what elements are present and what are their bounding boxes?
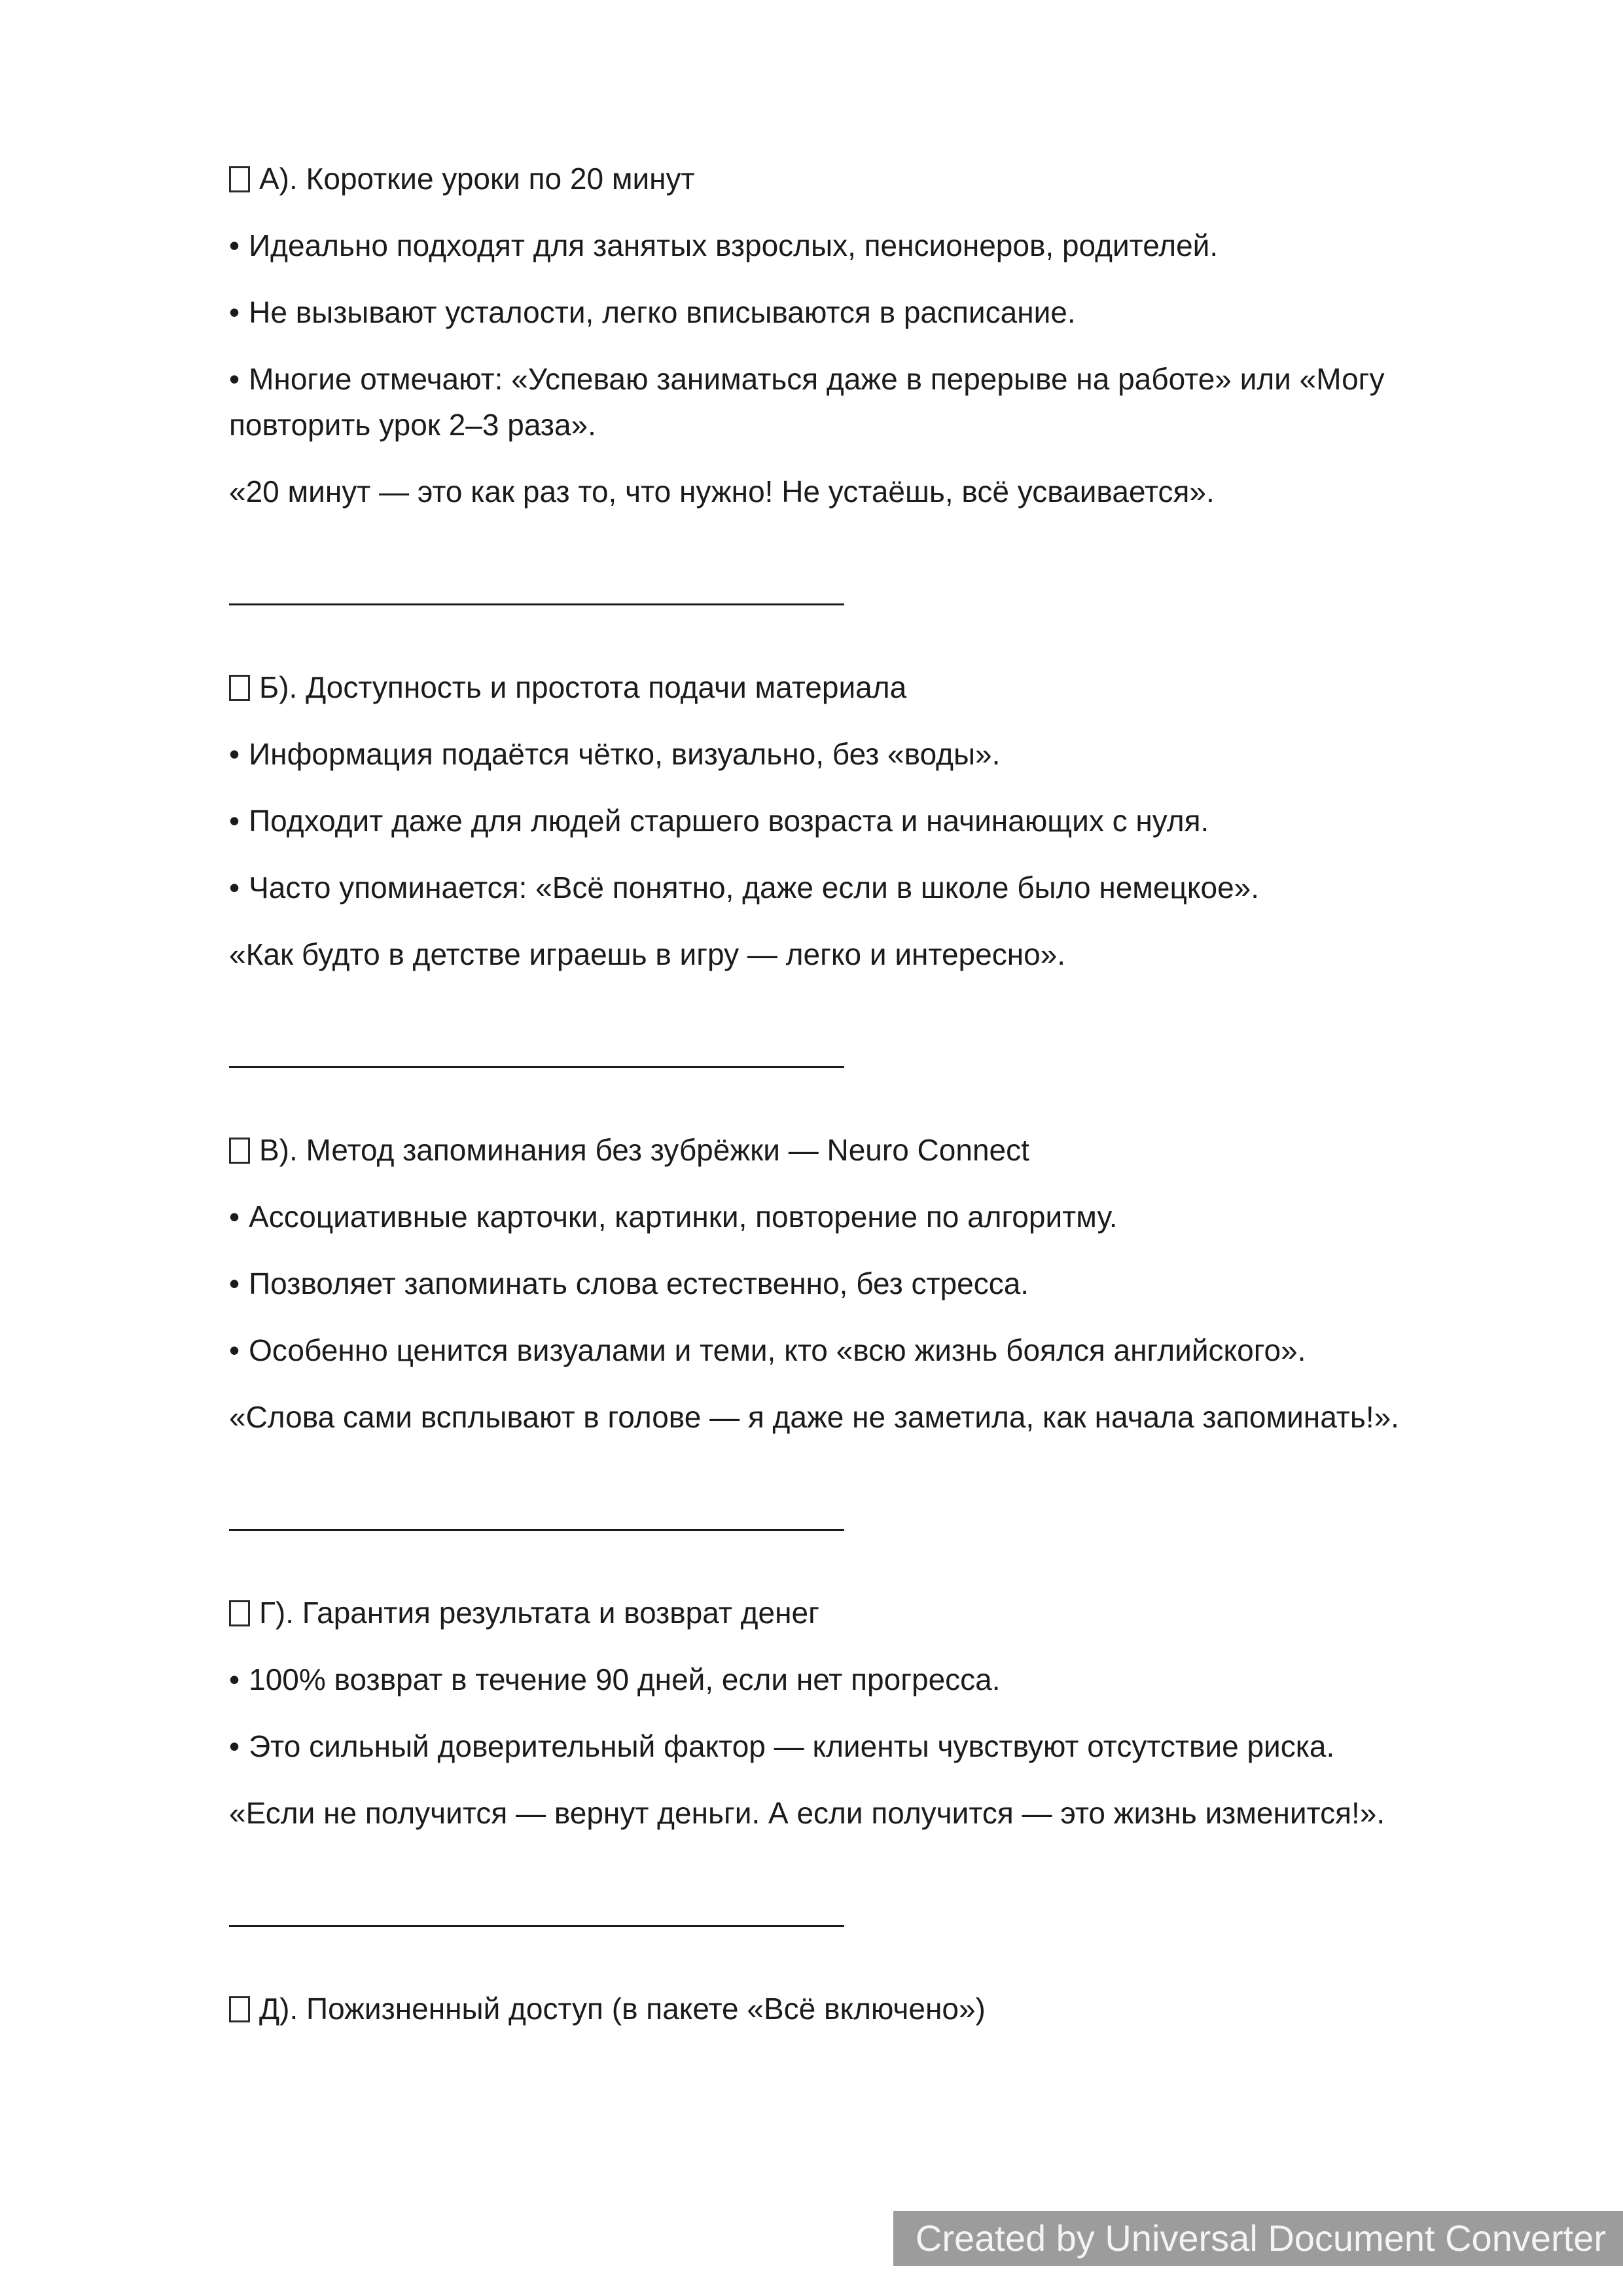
bullet-text: Информация подаётся чётко, визуально, без «воды». [249,737,1001,771]
missing-emoji-icon [229,675,250,701]
bullet-marker: • [229,295,240,329]
quote-paragraph: «Если не получится — вернут деньги. А если получится — это жизнь изменится!». [229,1796,1385,1830]
bullet-marker: • [229,1729,240,1763]
bullet-marker: • [229,362,240,396]
bullet-item [229,1327,1525,1373]
missing-emoji-icon [229,1996,250,2022]
bullet-text: 100% возврат в течение 90 дней, если нет прогресса. [249,1662,1001,1696]
bullet-marker: • [229,1662,240,1696]
bullet-marker: • [229,804,240,838]
missing-emoji-icon [229,1600,250,1626]
section-heading [229,664,1525,710]
section-heading [229,156,1525,202]
bullet-item [229,289,1525,335]
section-heading-text: Г). Гарантия результата и возврат денег [259,1596,819,1630]
bullet-item [229,1261,1525,1306]
bullet-marker: • [229,1333,240,1367]
watermark: Created by Universal Document Converter [893,2211,1623,2266]
bullet-marker: • [229,870,240,905]
section-divider [229,1066,844,1068]
bullet-text: Часто упоминается: «Всё понятно, даже если в школе было немецкое». [249,870,1260,905]
section-divider [229,603,844,605]
bullet-text: Это сильный доверительный фактор — клиенты чувствуют отсутствие риска. [249,1729,1335,1763]
missing-emoji-icon [229,1138,250,1164]
bullet-marker: • [229,1200,240,1234]
bullet-item [229,798,1525,844]
bullet-item [229,1194,1525,1240]
section-divider [229,1529,844,1531]
bullet-text: Особенно ценится визуалами и теми, кто «всю жизнь боялся английского». [249,1333,1306,1367]
bullet-item [229,1657,1525,1702]
bullet-text: Многие отмечают: «Успеваю заниматься даже в перерыве на работе» или «Могу повторить урок 2–3 раза». [229,362,1385,442]
quote-paragraph: «Как будто в детстве играешь в игру — легко и интересно». [229,937,1066,971]
quote-paragraph: «20 минут — это как раз то, что нужно! Не устаёшь, всё усваивается». [229,475,1215,509]
bullet-marker: • [229,228,240,262]
section-heading [229,1127,1525,1173]
section-heading [229,1590,1525,1636]
missing-emoji-icon [229,166,250,192]
section-divider [229,1925,844,1927]
bullet-text: Позволяет запоминать слова естественно, без стресса. [249,1266,1029,1300]
bullet-item [229,731,1525,777]
section-heading-text: В). Метод запоминания без зубрёжки — Neuro Connect [259,1133,1029,1167]
bullet-text: Идеально подходят для занятых взрослых, пенсионеров, родителей. [249,228,1219,262]
bullet-text: Ассоциативные карточки, картинки, повторение по алгоритму. [249,1200,1118,1234]
bullet-item [229,223,1525,268]
bullet-item [229,1723,1525,1769]
bullet-text: Подходит даже для людей старшего возраста и начинающих с нуля. [249,804,1209,838]
bullet-text: Не вызывают усталости, легко вписываются в расписание. [249,295,1076,329]
section-heading-text: Д). Пожизненный доступ (в пакете «Всё включено») [259,1992,986,2026]
section-heading-text: А). Короткие уроки по 20 минут [259,162,695,196]
quote-paragraph: «Слова сами всплывают в голове — я даже не заметила, как начала запоминать!». [229,1400,1399,1434]
bullet-marker: • [229,1266,240,1300]
section-heading-text: Б). Доступность и простота подачи материала [259,670,907,704]
section-heading [229,1986,1525,2032]
bullet-item [229,356,1525,448]
bullet-marker: • [229,737,240,771]
bullet-item [229,865,1525,910]
